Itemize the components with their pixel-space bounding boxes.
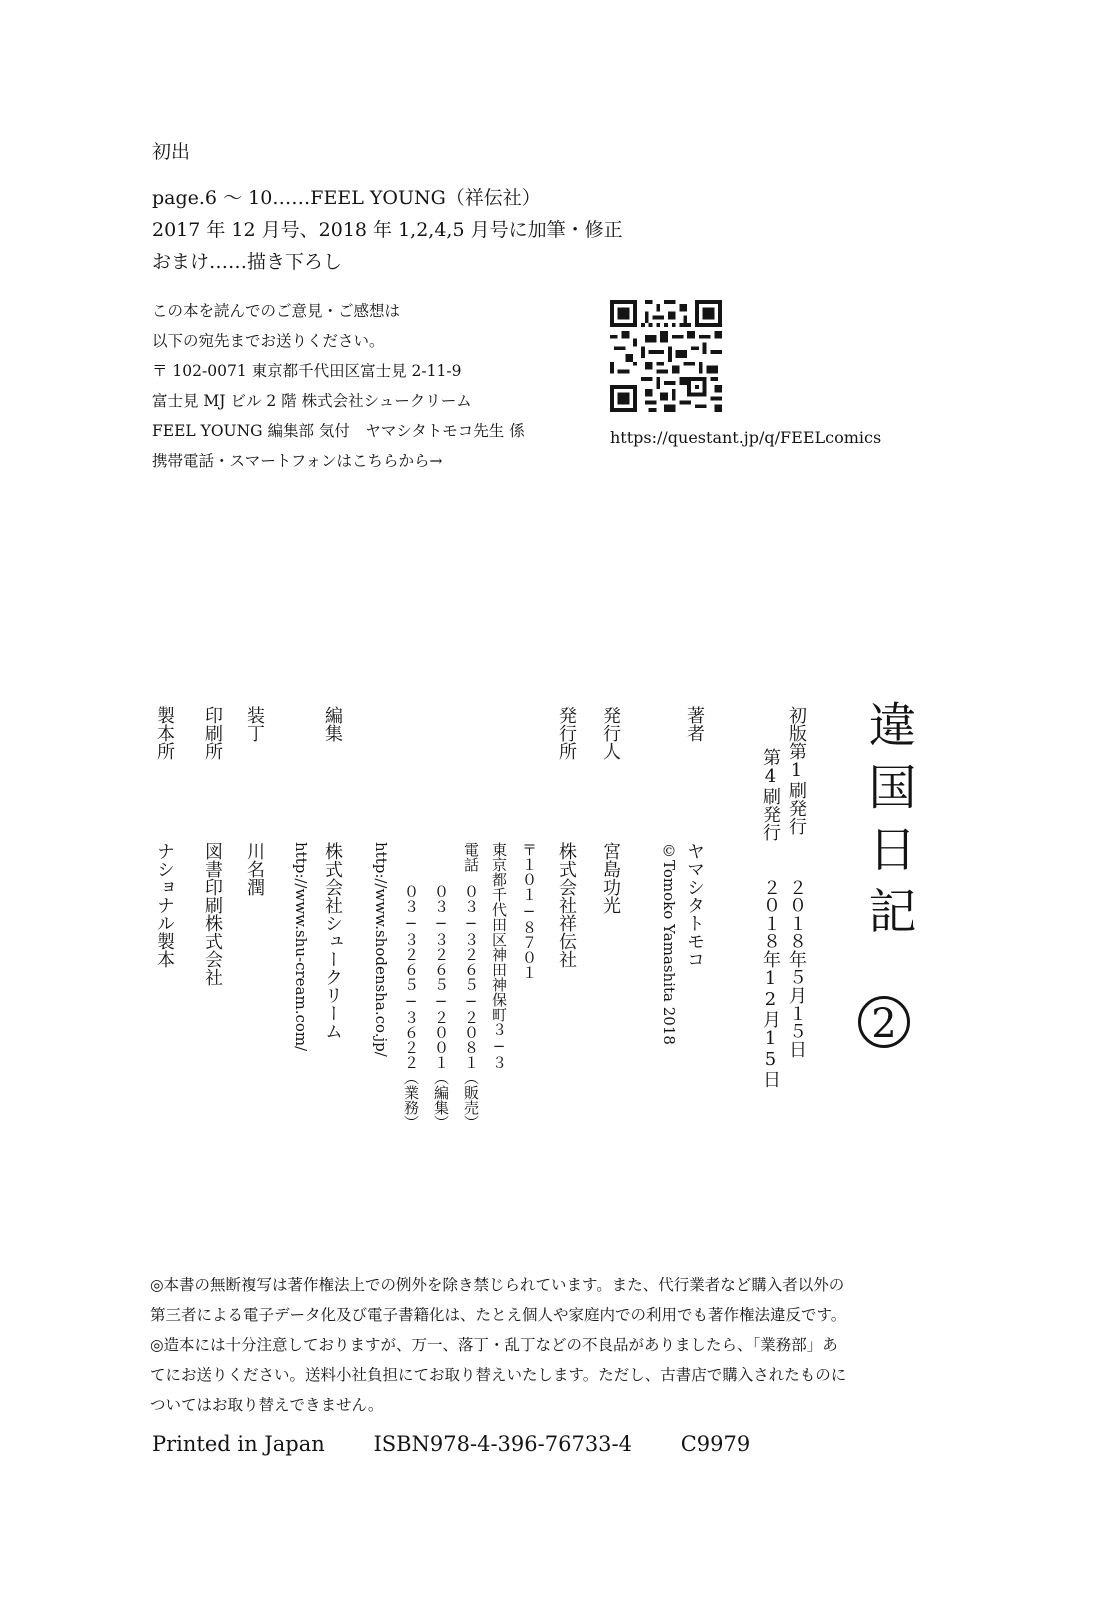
notice-line: ◎本書の無断複写は著作権法上での例外を除き禁じられています。また、代行業者など購入者以外の — [150, 1276, 845, 1294]
feedback-line: 携帯電話・スマートフォンはこちらから→ — [152, 452, 443, 470]
first-publication-line: おまけ……描き下ろし — [152, 251, 343, 273]
binding-designer: 川名潤 — [244, 842, 265, 896]
first-publication-block — [152, 136, 623, 278]
phone-label: 電話 — [462, 842, 480, 872]
feedback-line: 〒 102-0071 東京都千代田区富士見 2-11-9 — [152, 362, 462, 380]
feedback-line: この本を読んでのご意見・ご感想は — [152, 302, 401, 320]
first-publication-heading: 初出 — [152, 141, 191, 163]
edition-first-date: ２０１８年５月１５日 — [786, 878, 807, 1058]
phone-ops: ０３−３２６５−３６２２（業務） — [402, 884, 420, 1130]
printer-name: 図書印刷株式会社 — [202, 842, 223, 986]
printer-label: 印刷所 — [202, 706, 223, 760]
binding-design-label: 装丁 — [244, 706, 265, 742]
editor-label: 編集 — [322, 706, 343, 742]
binder-name: ナショナル製本 — [154, 842, 175, 968]
phone-sales: ０３−３２６５−２０８１（販売） — [462, 884, 480, 1130]
notice-line: ◎造本には十分注意しておりますが、万一、落丁・乱丁などの不良品がありましたら、「業務部」あ — [150, 1336, 838, 1354]
publisher-person-label: 発行人 — [600, 706, 621, 760]
notice-line: てにお送りください。送料小社負担にてお取り替えいたします。ただし、古書店で購入されたものに — [150, 1366, 847, 1384]
edition-first: 初版第1刷発行 — [786, 706, 807, 835]
editor-url[interactable]: http://www.shu-cream.com/ — [292, 842, 310, 1052]
first-publication-line: page.6 ～ 10……FEEL YOUNG（祥伝社） — [152, 187, 541, 209]
volume-badge — [858, 996, 910, 1048]
editor-name: 株式会社シュークリーム — [322, 842, 343, 1040]
qr-code[interactable] — [610, 300, 722, 412]
publisher-label: 発行所 — [556, 706, 577, 760]
qr-url[interactable]: https://questant.jp/q/FEELcomics — [610, 428, 882, 447]
book-title: 違国日記 — [860, 700, 916, 948]
feedback-line: 富士見 MJ ビル 2 階 株式会社シュークリーム — [152, 392, 472, 410]
publisher-person: 宮島功光 — [600, 842, 621, 914]
feedback-block — [152, 296, 525, 476]
copyright: ©Tomoko Yamashita 2018 — [660, 842, 678, 1045]
isbn: ISBN978-4-396-76733-4 — [373, 1432, 632, 1456]
author-label: 著者 — [684, 706, 705, 742]
notices-block — [150, 1270, 846, 1420]
printed-in: Printed in Japan — [152, 1432, 325, 1456]
c-code: C9979 — [680, 1432, 751, 1456]
feedback-line: FEEL YOUNG 編集部 気付 ヤマシタトモコ先生 係 — [152, 422, 525, 440]
binder-label: 製本所 — [154, 706, 175, 760]
publisher-url[interactable]: http://www.shodensha.co.jp/ — [372, 842, 390, 1057]
notice-line: ついてはお取り替えできません。 — [150, 1396, 384, 1414]
author-name: ヤマシタトモコ — [684, 842, 705, 968]
feedback-line: 以下の宛先までお送りください。 — [152, 332, 385, 350]
publisher-name: 株式会社祥伝社 — [556, 842, 577, 968]
publisher-postal: 〒１０１−８７０１ — [520, 842, 538, 980]
publisher-address: 東京都千代田区神田神保町３−３ — [490, 842, 508, 1070]
edition-fourth: 第4刷発行 — [760, 748, 781, 841]
footer-line — [152, 1432, 792, 1456]
volume-number: 2 — [858, 996, 910, 1048]
edition-fourth-date: ２０１８年12月15日 — [760, 878, 781, 1088]
first-publication-line: 2017 年 12 月号、2018 年 1,2,4,5 月号に加筆・修正 — [152, 219, 623, 241]
notice-line: 第三者による電子データ化及び電子書籍化は、たとえ個人や家庭内での利用でも著作権法違反です。 — [150, 1306, 847, 1324]
phone-edit: ０３−３２６５−２００１（編集） — [432, 884, 450, 1130]
